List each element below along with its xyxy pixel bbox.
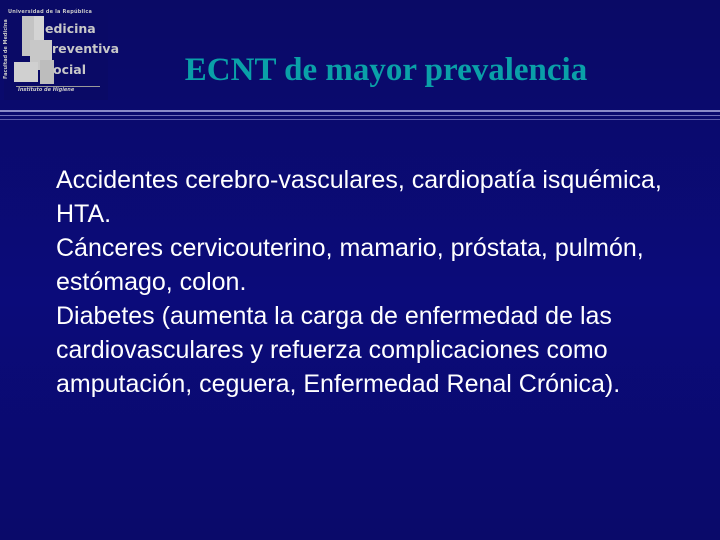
faculty-logo bbox=[0, 0, 120, 104]
logo-word-social: ocial bbox=[53, 62, 87, 77]
title-divider bbox=[0, 110, 720, 112]
slide-title: ECNT de mayor prevalencia bbox=[184, 52, 588, 88]
logo-word-medicina: edicina bbox=[45, 21, 96, 36]
slide-body bbox=[56, 163, 696, 401]
title-divider-secondary bbox=[0, 115, 720, 116]
body-item-3: Diabetes (aumenta la carga de enfermedad de las cardiovasculares y refuerza complicaciones como amputación, ceguera, Enfermedad Renal Crónica). bbox=[56, 302, 621, 398]
logo-top-text: Universidad de la República bbox=[8, 9, 93, 15]
logo-word-preventiva: reventiva bbox=[52, 41, 120, 56]
title-divider-tertiary bbox=[0, 119, 720, 120]
body-item-1: Accidentes cerebro-vasculares, cardiopatía isquémica, HTA. bbox=[56, 166, 662, 228]
logo-bottom-text: Instituto de Higiene bbox=[18, 87, 75, 93]
body-item-2: Cánceres cervicouterino, mamario, próstata, pulmón, estómago, colon. bbox=[56, 234, 644, 296]
logo-side-text: Facultad de Medicina bbox=[3, 19, 9, 79]
